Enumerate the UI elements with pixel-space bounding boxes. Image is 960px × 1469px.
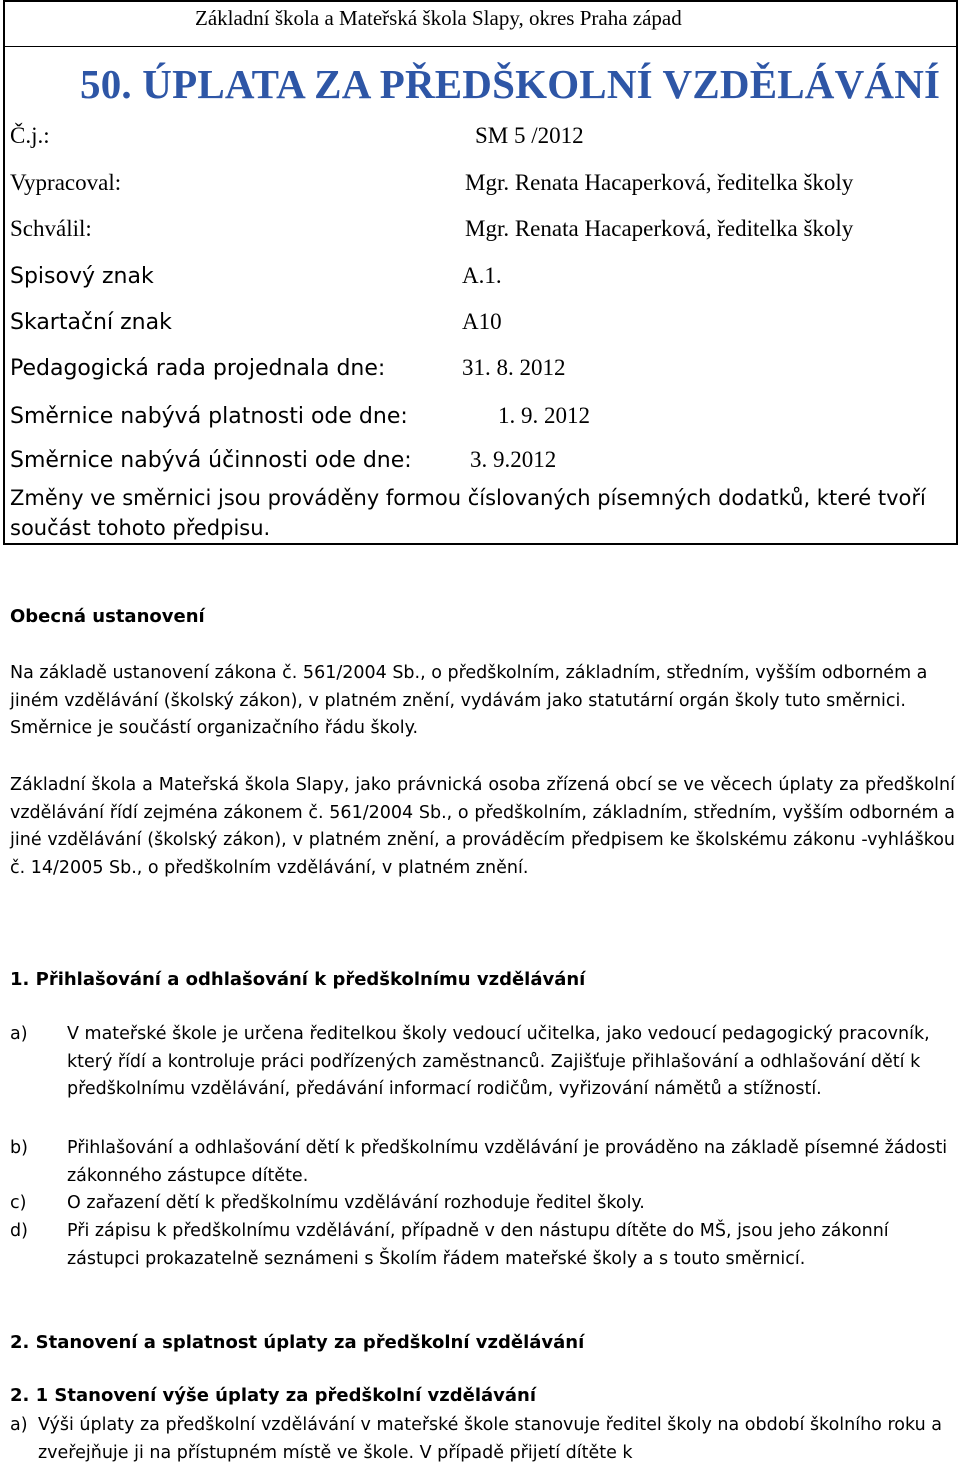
list-item: [10, 1218, 950, 1273]
prepared-by-value: Mgr. Renata Hacaperková, ředitelka školy: [465, 170, 854, 195]
council-date-value: 31. 8. 2012: [462, 355, 566, 380]
list-item-marker: d): [10, 1221, 28, 1241]
file-mark-label: Spisový znak: [10, 264, 154, 289]
cj-value: SM 5 /2012: [475, 123, 584, 148]
list-item: [10, 1135, 950, 1190]
list-item-text: Přihlašování a odhlašování dětí k předškolnímu vzdělávání je prováděno na základě písemné žádosti zákonného zástupce dítěte.: [67, 1138, 948, 1186]
cj-label: Č.j.:: [10, 123, 50, 148]
list-item: [10, 1021, 950, 1104]
general-provisions-heading: Obecná ustanovení: [10, 606, 205, 627]
section-2-heading: 2. Stanovení a splatnost úplaty za předškolní vzdělávání: [10, 1332, 585, 1353]
general-paragraph-1: Na základě ustanovení zákona č. 561/2004 Sb., o předškolním, základním, středním, vyšším odborném a jiném vzdělávání (školský zákon), v platném znění, vydávám jako statutární orgán školy tuto směrnici. Směrnice je součástí organizačního řádu školy.: [10, 663, 928, 738]
approved-by-label: Schválil:: [10, 216, 92, 241]
changes-note: Změny ve směrnici jsou prováděny formou číslovaných písemných dodatků, které tvoří součást tohoto předpisu.: [10, 486, 926, 540]
shred-mark-label: Skartační znak: [10, 310, 172, 335]
header-divider: [5, 46, 956, 47]
validity-date-value: 1. 9. 2012: [498, 403, 590, 428]
prepared-by-label: Vypracoval:: [10, 170, 122, 195]
approved-by-value: Mgr. Renata Hacaperková, ředitelka školy: [465, 216, 854, 241]
school-name: Základní škola a Mateřská škola Slapy, okres Praha západ: [195, 6, 682, 30]
shred-mark-value: A10: [462, 309, 502, 334]
list-item-text: Při zápisu k předškolnímu vzdělávání, případně v den nástupu dítěte do MŠ, jsou jeho zákonní zástupci prokazatelně seznámeni s Školím řádem mateřské školy a s touto směrnicí.: [67, 1221, 889, 1269]
list-item-text: V mateřské škole je určena ředitelkou školy vedoucí učitelka, jako vedoucí pedagogický pracovník, který řídí a kontroluje práci podřízených zaměstnanců. Zajišťuje přihlašování a odhlašování dětí k předškolnímu vzdělávání, předávání informací rodičům, vyřizování námětů a stížností.: [67, 1024, 930, 1099]
list-item: [10, 1412, 950, 1467]
list-item-marker: a): [10, 1415, 28, 1435]
council-date-label: Pedagogická rada projednala dne:: [10, 356, 386, 381]
list-item-marker: b): [10, 1138, 28, 1158]
general-paragraph-2: Základní škola a Mateřská škola Slapy, jako právnická osoba zřízená obcí se ve věcech úplaty za předškolní vzdělávání řídí zejména zákonem č. 561/2004 Sb., o předškolním, základním, středním, vyšším odborném a jiné vzdělávání (školský zákon), v platném znění, a prováděcím předpisem ke školskému zákonu -vyhláškou č. 14/2005 Sb., o předškolním vzdělávání, v platném znění.: [10, 775, 955, 878]
list-item-text: Výši úplaty za předškolní vzdělávání v mateřské škole stanovuje ředitel školy na období školního roku a zveřejňuje ji na přístupném místě ve škole. V případě přijetí dítěte k: [38, 1415, 942, 1463]
list-item-text: O zařazení dětí k předškolnímu vzdělávání rozhoduje ředitel školy.: [67, 1193, 645, 1213]
section-1-heading: 1. Přihlašování a odhlašování k předškolnímu vzdělávání: [10, 969, 586, 990]
validity-date-label: Směrnice nabývá platnosti ode dne:: [10, 404, 408, 429]
document-title: 50. ÚPLATA ZA PŘEDŠKOLNÍ VZDĚLÁVÁNÍ: [80, 61, 941, 107]
list-item-marker: a): [10, 1024, 28, 1044]
effect-date-label: Směrnice nabývá účinnosti ode dne:: [10, 448, 412, 473]
file-mark-value: A.1.: [462, 263, 502, 288]
list-item-marker: c): [10, 1193, 27, 1213]
list-item: [10, 1190, 950, 1218]
effect-date-value: 3. 9.2012: [470, 447, 557, 472]
section-2-1-heading: 2. 1 Stanovení výše úplaty za předškolní vzdělávání: [10, 1385, 536, 1406]
